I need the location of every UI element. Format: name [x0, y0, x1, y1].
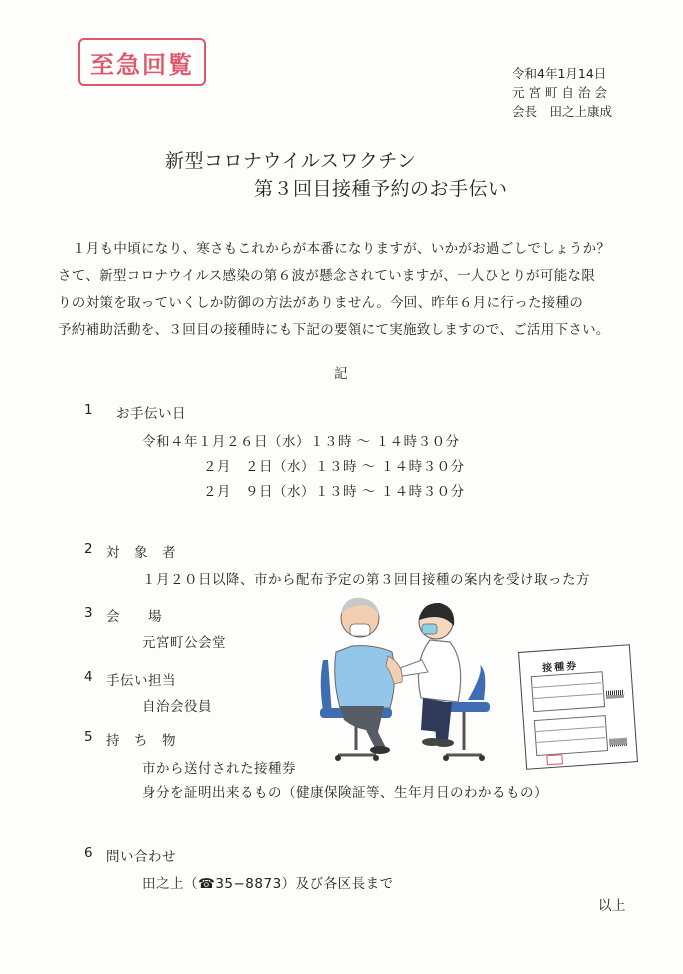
date-1: 令和４年１月２６日（水）１３時 ～ １４時３０分 [142, 434, 460, 450]
item-6-number: 6 [84, 845, 94, 861]
closing-ijo: 以上 [598, 898, 626, 914]
item-4-number: 4 [84, 669, 94, 685]
item-1-heading: お手伝い日 [116, 406, 186, 422]
item-6-heading: 問い合わせ [106, 849, 176, 865]
item-2-text: １月２０日以降、市から配布予定の第３回目接種の案内を受け取った方 [142, 572, 590, 588]
urgent-circulation-stamp: 至急回覧 [78, 38, 206, 86]
organization: 元 宮 町 自 治 会 [512, 85, 607, 100]
ki-heading: 記 [334, 366, 348, 382]
item-2-heading: 対 象 者 [106, 545, 176, 561]
item-2-number: 2 [84, 541, 94, 557]
body-line-3: りの対策を取っていくしか防御の方法がありません。今回、昨年６月に行った接種の [58, 295, 584, 311]
item-3-text: 元宮町公会堂 [142, 635, 226, 651]
item-3-heading: 会 場 [106, 609, 162, 625]
date-3: ２月 ９日（水）１３時 ～ １４時３０分 [203, 484, 465, 500]
item-1-number: 1 [84, 402, 94, 418]
vaccination-illustration [318, 590, 518, 770]
title-line-1: 新型コロナウイルスワクチン [165, 150, 417, 172]
vaccination-ticket [518, 644, 638, 770]
item-4-text: 自治会役員 [142, 699, 212, 715]
item-5-text-2: 身分を証明出来るもの（健康保険証等、生年月日のわかるもの） [142, 785, 548, 801]
item-4-heading: 手伝い担当 [106, 673, 176, 689]
date-2: ２月 ２日（水）１３時 ～ １４時３０分 [203, 459, 465, 475]
author: 会長 田之上康成 [512, 104, 613, 119]
item-6-text: 田之上（☎35−8873）及び各区長まで [142, 876, 394, 892]
item-5-heading: 持 ち 物 [106, 733, 176, 749]
body-line-2: さて、新型コロナウイルス感染の第６波が懸念されていますが、一人ひとりが可能な限 [58, 268, 596, 284]
title-line-2: 第３回目接種予約のお手伝い [254, 178, 508, 200]
vaccination-ticket-title: 接種券 [541, 660, 579, 675]
body-line-4: 予約補助活動を、３回目の接種時にも下記の要領にて実施致しますので、ご活用下さい。 [58, 322, 610, 338]
issue-date: 令和4年1月14日 [512, 66, 607, 81]
body-line-1: １月も中頃になり、寒さもこれからが本番になりますが、いかがお過ごしでしょうか？ [72, 241, 611, 257]
item-5-text-1: 市から送付された接種券 [142, 761, 296, 777]
item-3-number: 3 [84, 605, 94, 621]
item-5-number: 5 [84, 729, 94, 745]
